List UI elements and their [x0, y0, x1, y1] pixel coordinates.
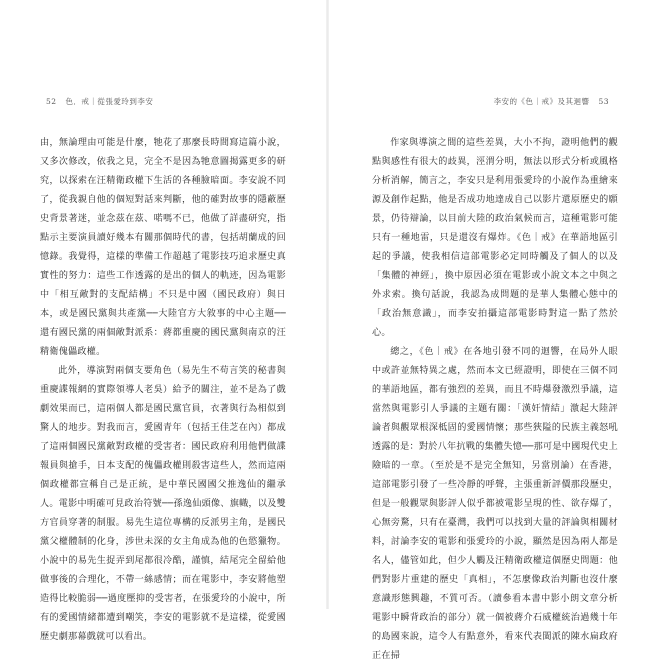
left-paragraph-2: 此外，導演對兩個支要角色（易先生不苟言笑的秘書與重慶諜報網的實際領導人老吳）給予的關注，並不是為了戲劇效果而已，這兩個人都是國民黨官員，衣著與行為相似到驚人的地步。對我而言，愛國青年（包括王佳芝在內）都成了這兩個國民黨敵對政權的受害者：國民政府利用他們做諜報員與搶手，日本支配的傀儡政權則殺害這些人，然而這兩個政權都宣稱自己是正統，是中華民國國父推逸仙的繼承人。電影中明確可見政治符號──孫逸仙頭像、旗幟，以及雙方官員穿著的制服。易先生這位專構的反派男主角，是國民黨父權體制的化身，涉世未深的女主角成為他的色慾獵物。小說中的易先生捉弄到尾都很冷酷，謹慎，結尾完全留給他做事後的合理化，不帶一絲感情；而在電影中，李安將他塑造得比較脆弱──過度壓抑的受害者，在張愛玲的小說中，所有的愛國情緒都遭到嘲笑，李安的電影就不是這樣，從愛國歷史劇那幕戲就可以看出。: [40, 366, 286, 642]
left-running-head: 色．戒｜從張愛玲到李安: [65, 97, 154, 106]
right-page-number: 53: [598, 97, 609, 106]
right-page: [328, 0, 655, 661]
right-body-text: [372, 134, 618, 666]
left-page: [0, 0, 327, 642]
left-paragraph-1: 由，無論理由可能是什麼，牠花了那麼長時間寫這篇小說，又多次修改，依我之見，完全不是因為牠意圖揭露更多的研究，以探索在汪精衛政權下生活的各種臉暗面。李安說不同了，從我親自他的個短對話來判斷，他的確對故事的隱蔽歷史背景著迷，並念茲在茲、喏嗎不已，他做了詳盡研究，指點示主要演員讀好幾本有關那個時代的書，包括胡蘭成的回憶錄。我覺得，這樣的準備工作超越了電影技巧追求歷史真實性的努力：這些工作透露的是出的個人的軌迹，因為電影中「相互敵對的支配結構」不只是中國（國民政府）與日本，或是國民黨與共產黨──大陸官方大敘事的中心主題──還有國民黨的兩個敵對派系：蔣都重慶的國民黨與南京的汪精衛傀儡政權。: [40, 138, 286, 357]
left-page-header: [40, 96, 153, 107]
right-paragraph-2: 總之，《色｜戒》在各地引發不同的迴響，在局外人眼中或許並無特異之處，然而本文已經證明，即使在三個不同的華語地區，都有強烈的差異，而且不時爆發激烈爭議，這當然與電影引人爭議的主題有關：「漢奸情結」激起大陸評論者與觀眾根深柢固的愛國情懷；那些狹隘的民族主義怒吼透露的是：對於八年抗戰的集體失憶──那可是中國現代史上險暗的一章。（至於是不是完全無知，另當別論）在香港，這部電影引發了一些冷靜的呼聲，主張重新評價那段歷史，但是一般觀眾與影評人似乎都被電影呈現的性、欲存爆了，心無旁騖，只有在臺灣，我們可以找到大量的評論與相關材料，討論李安的電影和張愛玲的小說，顯然是因為兩人都是名人，儘管如此，但少人觸及汪精衛政權這個歷史問題：他們對影片重建的歷史「真相」，不怎麼像政治判斷也沒什麼意識形態興趣，不質可否。（讀參看本書中影小朗文章分析電影中瞬背政治的部分）就一個被蔣介石威權統治過幾十年的島國來說，這令人有點意外，看來代表閩派的陳水扁政府正在掃: [372, 347, 618, 661]
left-body-text: [40, 134, 286, 647]
left-page-number: 52: [46, 97, 57, 106]
right-running-head: 李安的《色｜戒》及其迴響: [493, 97, 590, 106]
right-paragraph-1: 作家與導演之間的這些差異，大小不拘，證明他們的觀點與感性有很大的歧異，涇渭分明，無法以形式分析或風格分析消解，簡言之，李安只是利用張愛玲的小說作為重繪來源及創作起點，他是否成功地達成自己以影片還原歷史的願景，仍待辯論，以目前大陸的政治氣候而言，這種電影可能只有一種地雷，只是還沒有爆炸。《色｜戒》在華語地區引起的爭議，使我相信這部電影必定同時觸及了個人的以及「集體的神經」，換中原因必須在電影或小說文本之中與之外求索。換句話說，我認為成問題的是華人集體心態中的「政治無意識」，而李安拍攝這部電影時對這一點了然於心。: [372, 138, 618, 338]
right-page-header: [494, 96, 615, 107]
